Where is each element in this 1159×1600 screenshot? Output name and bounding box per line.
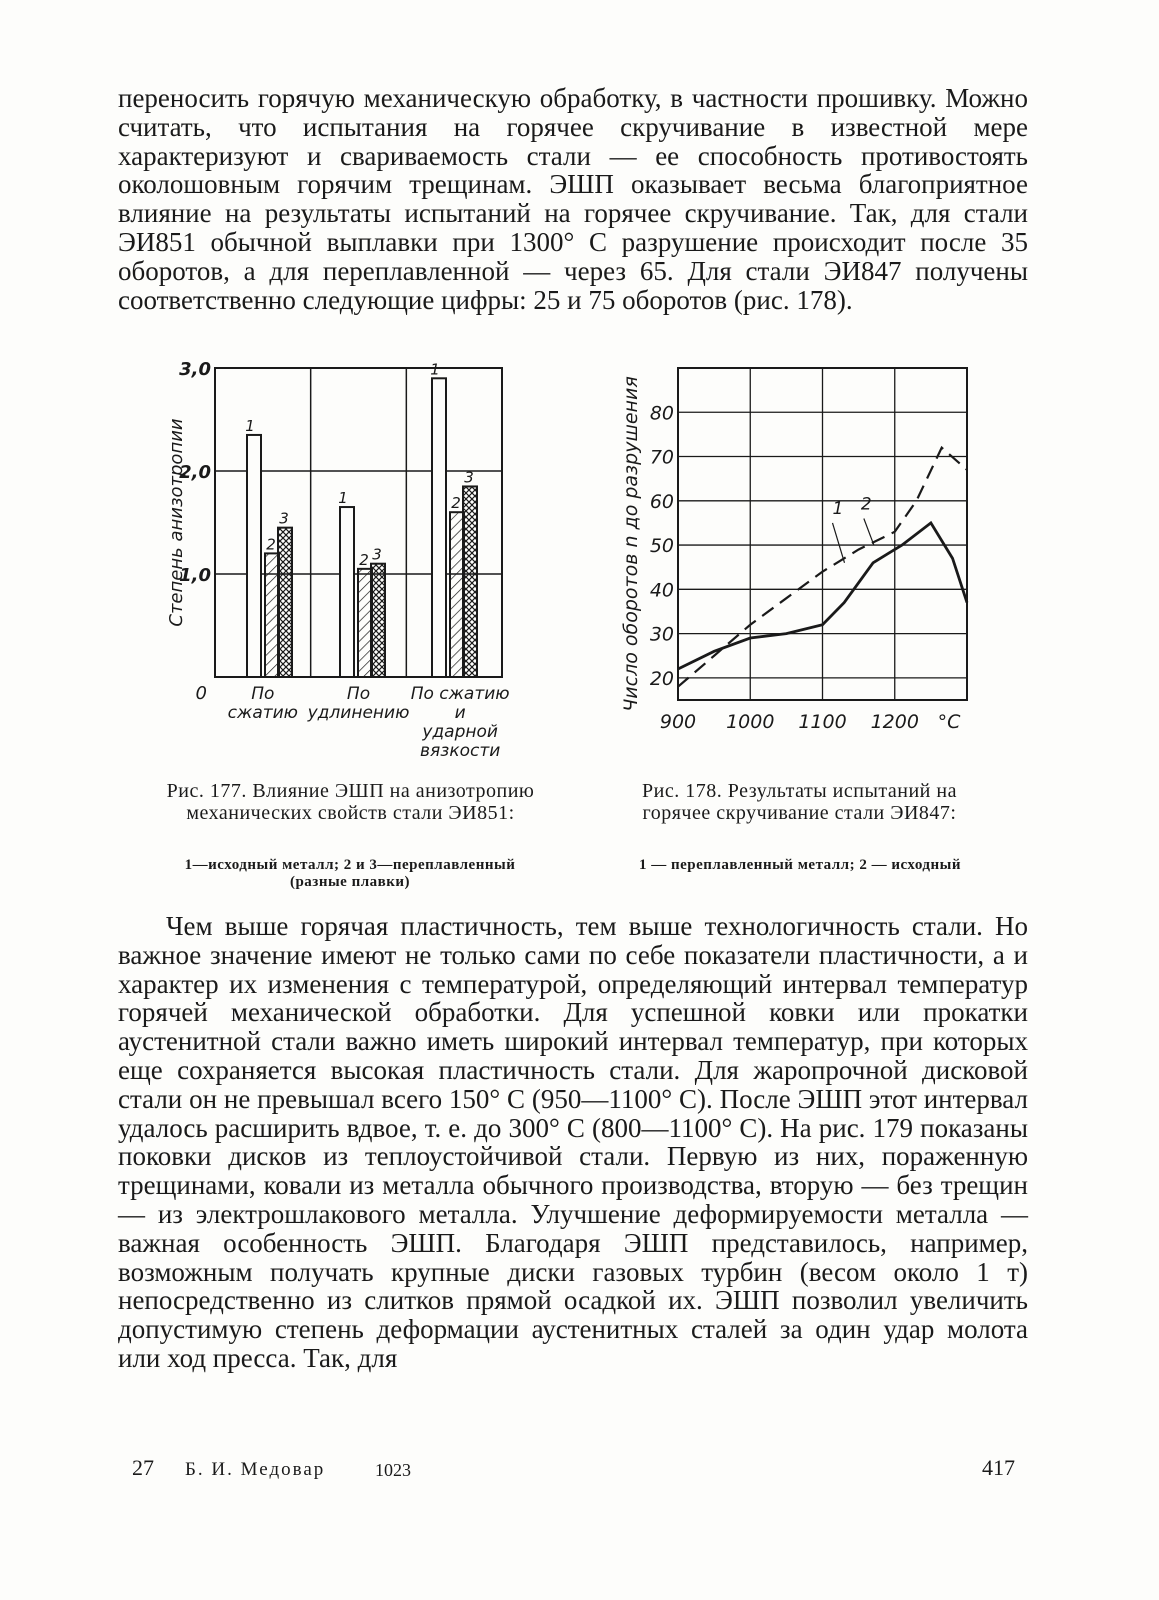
y-tick-label: 50 xyxy=(649,535,674,558)
category-label: и xyxy=(454,703,466,723)
bar-label: 3 xyxy=(372,545,382,564)
figure-178-chart xyxy=(615,355,995,770)
y-tick-label: 1,0 xyxy=(179,565,211,586)
footer-print-number: 1023 xyxy=(375,1460,411,1480)
bar-label: 1 xyxy=(245,416,255,435)
origin-label: 0 xyxy=(195,683,207,704)
x-tick-label: 1200 xyxy=(870,711,919,733)
category-label: По xyxy=(251,684,275,704)
bar-label: 3 xyxy=(279,509,289,528)
figure-177-caption: Рис. 177. Влияние ЭШП на анизотропию механических свойств стали ЭИ851: xyxy=(166,780,535,824)
bar-3 xyxy=(463,486,477,677)
bar-1 xyxy=(247,435,261,677)
x-tick-label: 1100 xyxy=(798,711,847,733)
bar-label: 2 xyxy=(451,494,461,513)
category-label: сжатию xyxy=(227,703,299,723)
bar-2 xyxy=(265,553,279,677)
figure-177-chart xyxy=(160,355,550,770)
figure-178 xyxy=(615,355,995,770)
footer-author: Б. И. Медовар xyxy=(185,1459,326,1480)
category-label: ударной xyxy=(422,722,498,742)
figure-178-legend: 1 — переплавленный металл; 2 — исходный xyxy=(638,857,962,873)
x-tick-label: 900 xyxy=(659,711,697,733)
x-axis-unit: °C xyxy=(937,711,961,733)
category-label: удлинению xyxy=(307,703,410,723)
category-label: По сжатию xyxy=(410,684,510,704)
bar-label: 1 xyxy=(430,360,440,379)
y-axis-label: Степень анизотропии xyxy=(166,418,187,627)
bar-2 xyxy=(358,569,372,677)
category-label: вязкости xyxy=(420,741,501,761)
figure-178-caption: Рис. 178. Результаты испытаний на горячее скручивание стали ЭИ847: xyxy=(642,780,957,824)
bar-label: 2 xyxy=(266,535,276,554)
leader-line-2 xyxy=(864,519,874,546)
paragraph-top: переносить горячую механическую обработку, в частности прошивку. Можно считать, что испытания на горячее скручивание в известной мере характеризуют и свариваемость стали — ее способность противостоять околошовным горячим трещинам. ЭШП оказывает весьма благоприятное влияние на результаты испытаний на горячее скручивание. Так, для стали ЭИ851 обычной выплавки при 1300° С разрушение происходит после 35 оборотов, а для переплавленной — через 65. Для стали ЭИ847 получены соответственно следующие цифры: 25 и 75 оборотов (рис. 178). xyxy=(118,83,1028,315)
bar-3 xyxy=(371,564,385,677)
bar-label: 1 xyxy=(338,489,348,508)
bar-2 xyxy=(450,512,464,677)
footer-signature: 27 xyxy=(132,1455,154,1480)
bar-1 xyxy=(340,507,354,677)
series-label-1: 1 xyxy=(832,499,844,520)
y-tick-label: 60 xyxy=(649,490,674,513)
y-tick-label: 2,0 xyxy=(179,462,211,483)
y-tick-label: 20 xyxy=(649,667,674,690)
y-axis-label: Число оборотов n до разрушения xyxy=(620,376,642,712)
category-label: По xyxy=(346,684,371,704)
bar-label: 3 xyxy=(464,468,474,487)
leader-line-1 xyxy=(833,523,845,563)
figure-177 xyxy=(160,355,550,770)
y-tick-label: 70 xyxy=(649,446,674,469)
y-tick-label: 3,0 xyxy=(179,359,211,380)
page-number: 417 xyxy=(982,1455,1015,1480)
bar-3 xyxy=(278,528,292,677)
bar-1 xyxy=(432,378,446,677)
bar-label: 2 xyxy=(359,550,369,569)
x-tick-label: 1000 xyxy=(726,711,775,733)
series-label-2: 2 xyxy=(860,494,872,515)
y-tick-label: 30 xyxy=(649,623,674,646)
paragraph-bottom: Чем выше горячая пластичность, тем выше технологичность стали. Но важное значение имеют не только сами по себе показатели пластичности, а и характер их изменения с температурой, определяющий интервал температур горячей механической обработки. Для успешной ковки или прокатки аустенитной стали важно иметь широкий интервал температур, при которых еще сохраняется высокая пластичность стали. Для жаропрочной дисковой стали он не превышал всего 150° С (950—1100° С). После ЭШП этот интервал удалось расширить вдвое, т. е. до 300° С (800—1100° С). На рис. 179 показаны поковки дисков из теплоустойчивой стали. Первую из них, пораженную трещинами, ковали из металла обычного производства, вторую — без трещин — из электрошлакового металла. Улучшение деформируемости металла — важная особенность ЭШП. Благодаря ЭШП представилось, например, возможным получать крупные диски газовых турбин (весом около 1 т) непосредственно из слитков прямой осадкой их. ЭШП позволил увеличить допустимую степень деформации аустенитных сталей за один удар молота или ход пресса. Так, для xyxy=(118,911,1028,1373)
y-tick-label: 40 xyxy=(649,579,674,602)
y-tick-label: 80 xyxy=(649,402,674,425)
figure-177-legend: 1—исходный металл; 2 и 3—переплавленный (разные плавки) xyxy=(184,857,516,890)
